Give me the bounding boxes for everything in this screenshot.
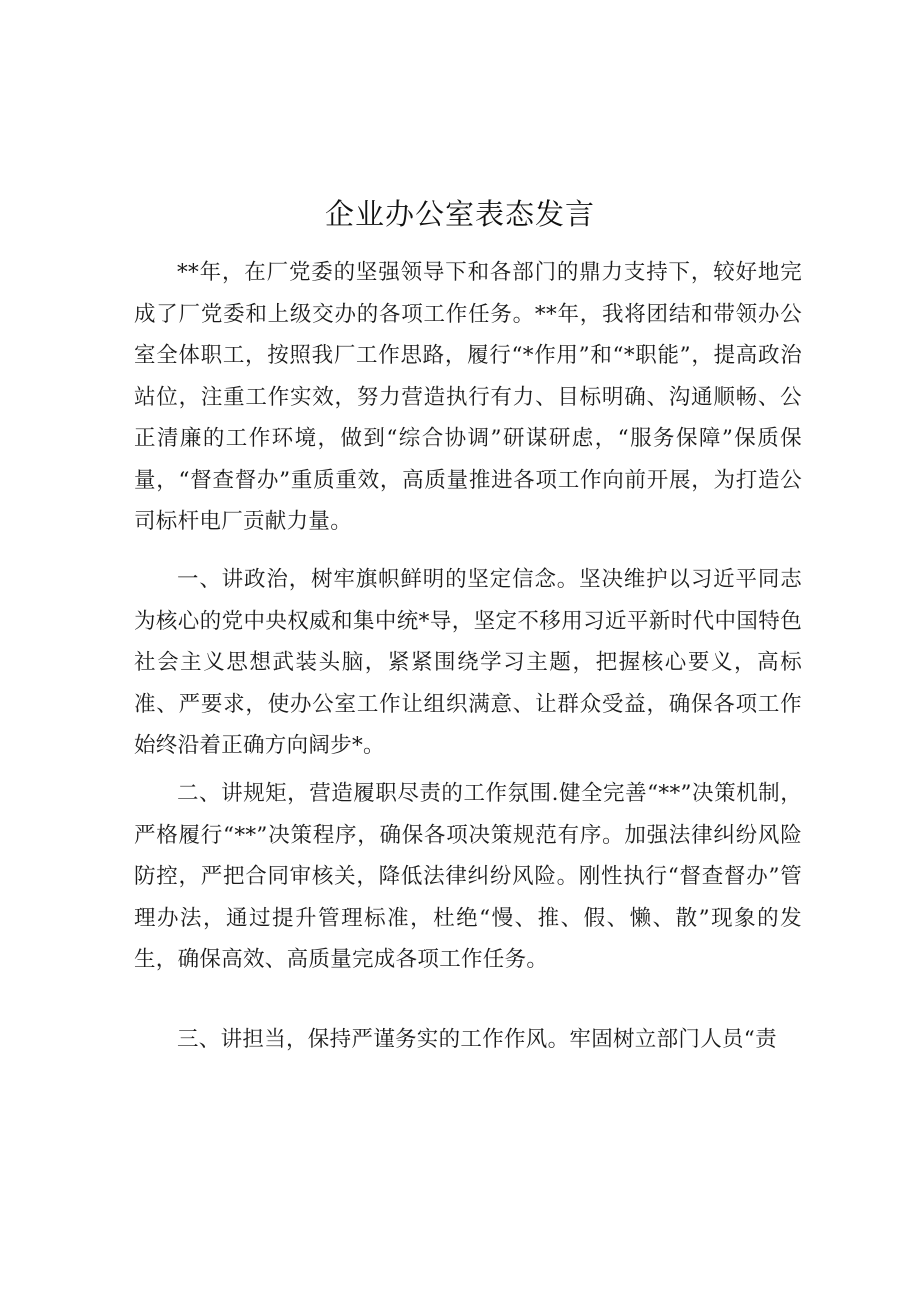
paragraph-section-2: 二、讲规矩，营造履职尽责的工作氛围.健全完善“**”决策机制，严格履行“**”决策程序，确保各项决策规范有序。加强法律纠纷风险防控，严把合同审核关，降低法律纠纷风险。刚性执行“督查督办”管理办法，通过提升管理标准，杜绝“慢、推、假、懒、散”现象的发生，确保高效、高质量完成各项工作任务。 [134,781,802,972]
paragraph-intro: **年，在厂党委的坚强领导下和各部门的鼎力支持下，较好地完成了厂党委和上级交办的各项工作任务。**年，我将团结和带领办公室全体职工，按照我厂工作思路，履行“*作用”和“*职能”，提高政治站位，注重工作实效，努力营造执行有力、目标明确、沟通顺畅、公正清廉的工作环境，做到“综合协调”研谋研虑，“服务保障”保质保量，“督查督办”重质重效，高质量推进各项工作向前开展，为打造公司标杆电厂贡献力量。 [134,260,802,534]
paragraph-section-3: 三、讲担当，保持严谨务实的工作作风。牢固树立部门人员“责 [177,1027,777,1052]
document-title: 企业办公室表态发言 [324,197,595,231]
paragraph-section-1: 一、讲政治，树牢旗帜鲜明的坚定信念。坚决维护以习近平同志为核心的党中央权威和集中统*导，坚定不移用习近平新时代中国特色社会主义思想武装头脑，紧紧围绕学习主题，把握核心要义，高标准、严要求，使办公室工作让组织满意、让群众受益，确保各项工作始终沿着正确方向阔步*。 [134,567,802,758]
